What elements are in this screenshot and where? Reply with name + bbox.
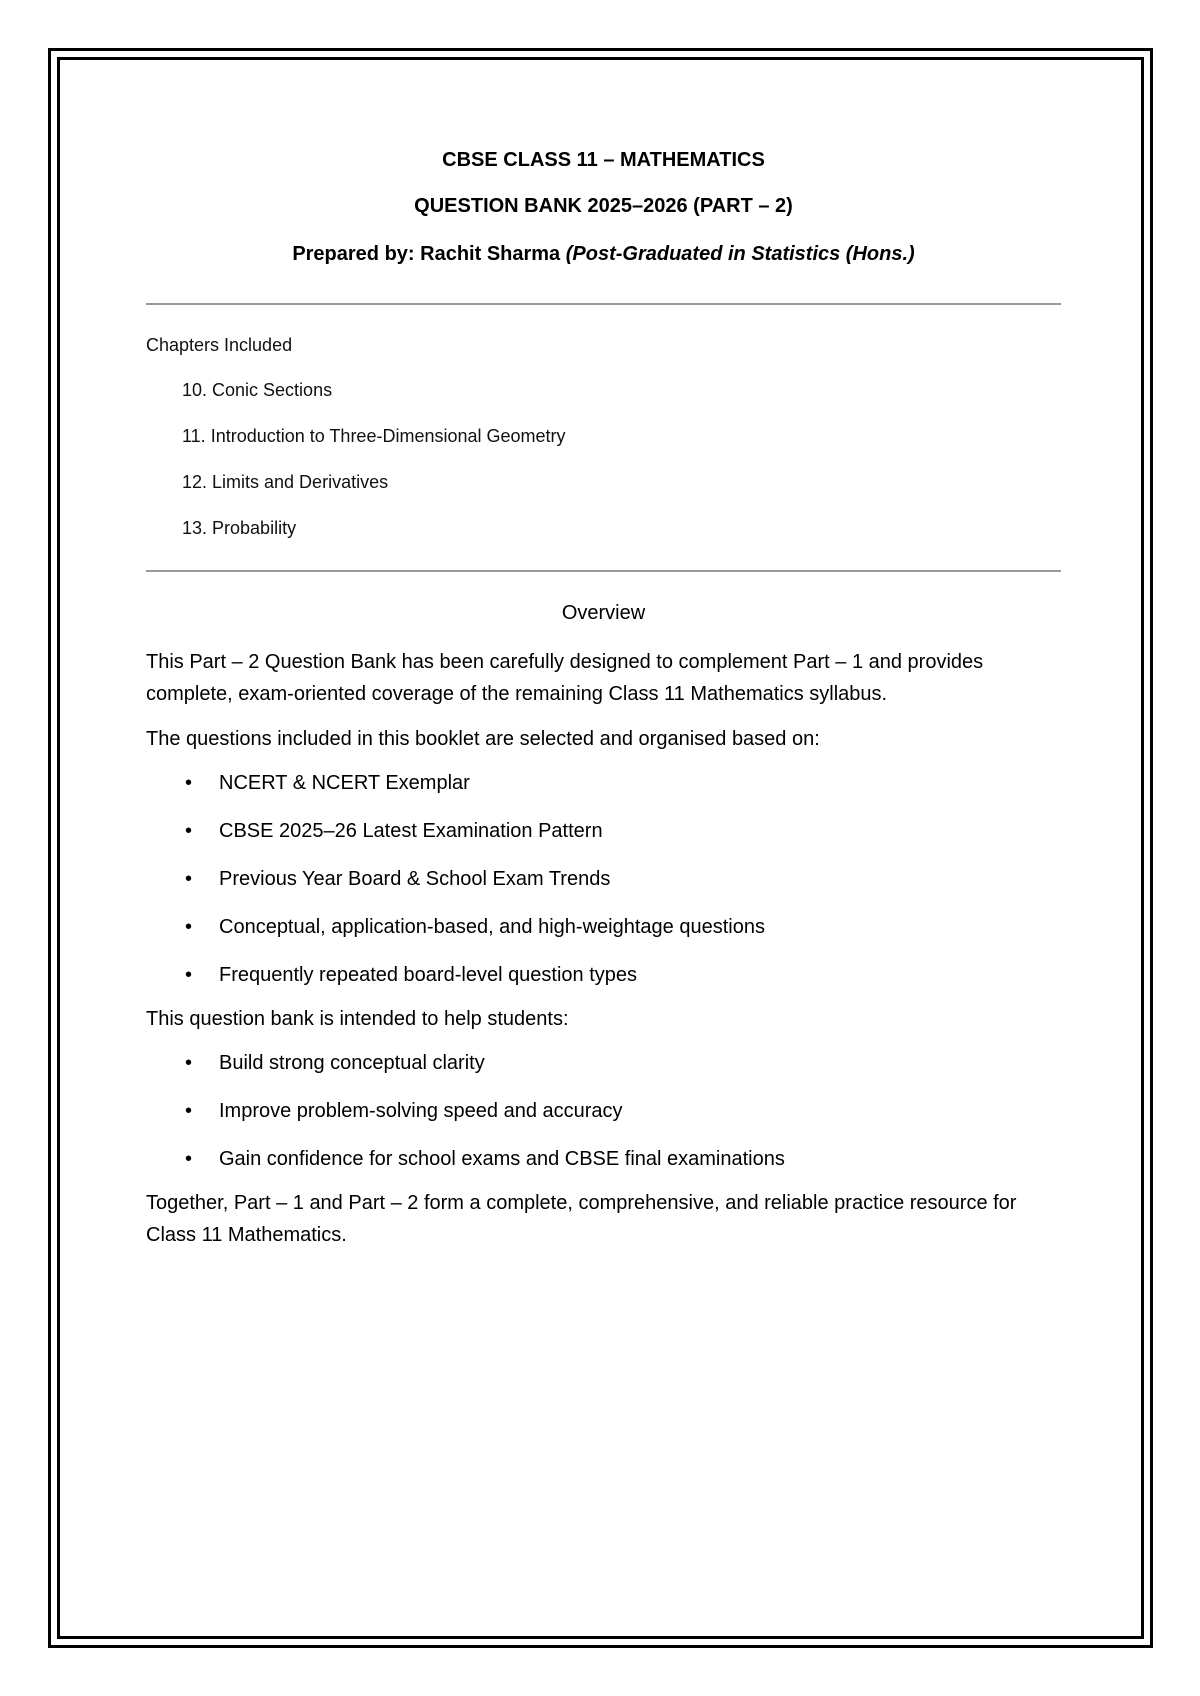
closing-paragraph: Together, Part – 1 and Part – 2 form a complete, comprehensive, and reliable practice resource for Class 11 Mathematics.	[146, 1192, 1017, 1246]
overview-heading: Overview	[561, 602, 646, 624]
list-item: • Improve problem-solving speed and accuracy	[146, 1095, 1061, 1127]
bullet-icon: •	[185, 964, 193, 986]
purpose-intro: This question bank is intended to help students:	[146, 1008, 569, 1030]
chapter-list	[146, 379, 1061, 539]
list-item: • Frequently repeated board-level question types	[146, 959, 1061, 991]
chapter-item: 10. Conic Sections	[182, 380, 333, 400]
bullet-icon: •	[185, 1100, 193, 1122]
list-item: • Previous Year Board & School Exam Trends	[146, 863, 1061, 895]
bullet-icon: •	[185, 1148, 193, 1170]
document-content	[146, 140, 1061, 1251]
bullet-icon: •	[185, 772, 193, 794]
chapter-item: 12. Limits and Derivatives	[182, 472, 389, 492]
author-line	[146, 242, 1061, 266]
list-item: • CBSE 2025–26 Latest Examination Pattern	[146, 815, 1061, 847]
document-subtitle: QUESTION BANK 2025–2026 (PART – 2)	[414, 195, 793, 217]
bullet-icon: •	[185, 1052, 193, 1074]
purpose-list	[146, 1047, 1061, 1175]
list-item: • Build strong conceptual clarity	[146, 1047, 1061, 1079]
list-item: • Gain confidence for school exams and CBSE final examinations	[146, 1143, 1061, 1175]
section-divider	[146, 570, 1061, 572]
author-qualification: (Post-Graduated in Statistics (Hons.)	[565, 243, 915, 265]
document-title: CBSE CLASS 11 – MATHEMATICS	[442, 149, 765, 171]
chapter-item: 11. Introduction to Three-Dimensional Geometry	[182, 426, 566, 446]
chapters-heading: Chapters Included	[146, 335, 293, 355]
list-item: • Conceptual, application-based, and high-weightage questions	[146, 911, 1061, 943]
basis-list	[146, 767, 1061, 991]
bullet-icon: •	[185, 916, 193, 938]
author-label: Prepared by: Rachit Sharma	[292, 243, 566, 265]
basis-intro: The questions included in this booklet are selected and organised based on:	[146, 728, 820, 750]
section-divider	[146, 303, 1061, 305]
overview-intro: This Part – 2 Question Bank has been carefully designed to complement Part – 1 and provides complete, exam-oriented coverage of the remaining Class 11 Mathematics syllabus.	[146, 651, 984, 705]
list-item: • NCERT & NCERT Exemplar	[146, 767, 1061, 799]
bullet-icon: •	[185, 868, 193, 890]
chapter-item: 13. Probability	[182, 518, 297, 538]
bullet-icon: •	[185, 820, 193, 842]
